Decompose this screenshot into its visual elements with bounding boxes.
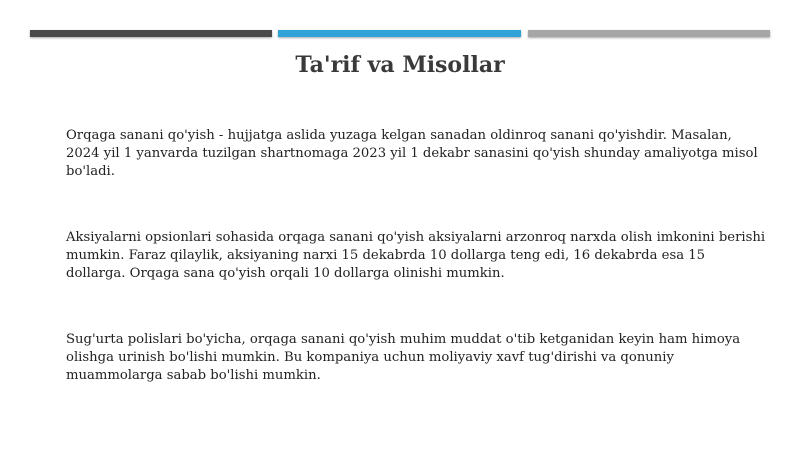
slide-title: Ta'rif va Misollar xyxy=(295,52,505,78)
paragraph-definition: Orqaga sanani qo'yish - hujjatga aslida yuzaga kelgan sanadan oldinroq sanani qo'yishdir. Masalan, 2024 yil 1 yanvarda tuzilgan shartnomaga 2023 yil 1 dekabr sanasini qo'yish shunday amaliyotga misol bo'ladi. xyxy=(66,128,758,179)
paragraph-insurance: Sug'urta polislari bo'yicha, orqaga sanani qo'yish muhim muddat o'tib ketganidan keyin ham himoya olishga urinish bo'lishi mumkin. Bu kompaniya uchun moliyaviy xavf tug'dirishi va qonuniy muammolarga sabab bo'lishi mumkin. xyxy=(66,332,741,383)
paragraph-stock-options: Aksiyalarni opsionlari sohasida orqaga sanani qo'yish aksiyalarni arzonroq narxda olish imkonini berishi mumkin. Faraz qilaylik, aksiyaning narxi 15 dekabrda 10 dollarga teng edi, 16 dekabrda esa 15 dollarga. Orqaga sana qo'yish orqali 10 dollarga olinishi mumkin. xyxy=(66,230,766,281)
accent-bar-dark xyxy=(30,30,272,37)
accent-bar-blue xyxy=(278,30,521,37)
header-accent-bars xyxy=(30,30,770,38)
accent-bar-gray xyxy=(528,30,770,37)
